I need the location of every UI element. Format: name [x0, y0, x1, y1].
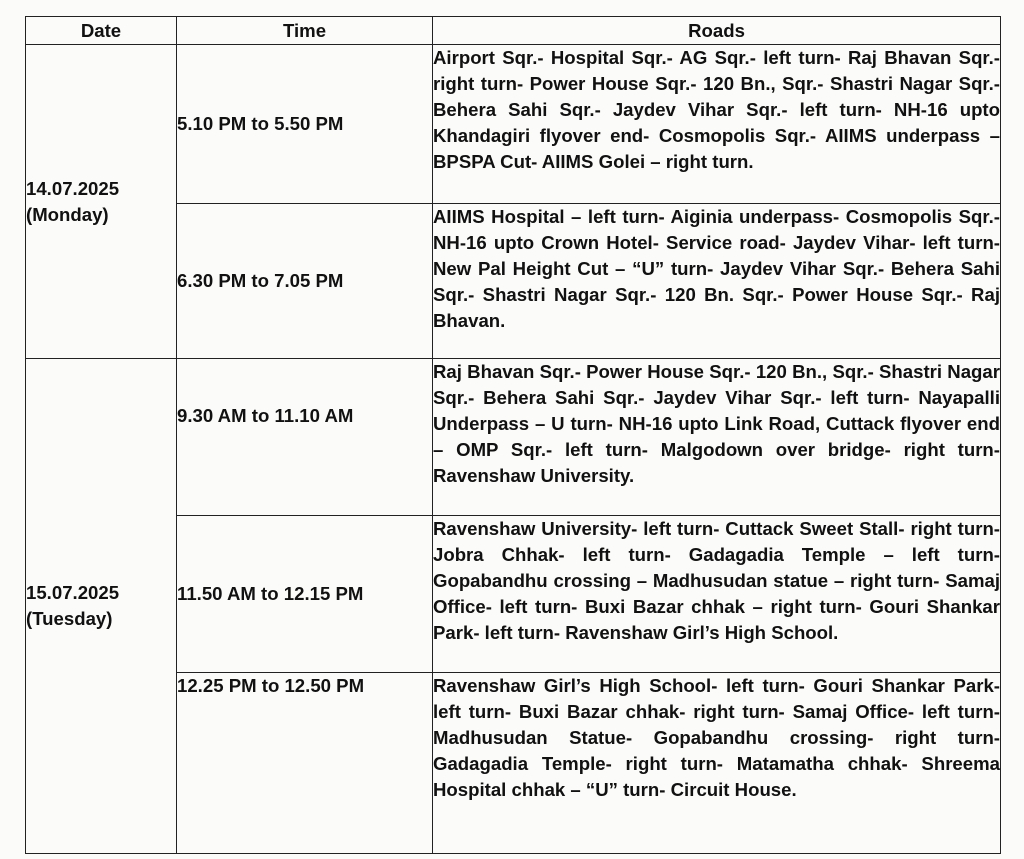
date-cell	[26, 359, 177, 854]
time-cell: 5.10 PM to 5.50 PM	[177, 45, 433, 204]
time-column-header: Time	[177, 17, 433, 45]
time-cell: 12.25 PM to 12.50 PM	[177, 673, 433, 854]
roads-cell: Raj Bhavan Sqr.- Power House Sqr.- 120 Bn., Sqr.- Shastri Nagar Sqr.- Behera Sahi Sqr.- Jaydev Vihar Sqr.- left turn- Nayapalli Underpass – U turn- NH-16 upto Link Road, Cuttack flyover end – OMP Sqr.- left turn- Malgodown over bridge- right turn- Ravenshaw University.	[433, 359, 1001, 516]
roads-cell: AIIMS Hospital – left turn- Aiginia underpass- Cosmopolis Sqr.- NH-16 upto Crown Hotel- Service road- Jaydev Vihar- left turn- New Pal Height Cut – “U” turn- Jaydev Vihar Sqr.- Behera Sahi Sqr.- Shastri Nagar Sqr.- 120 Bn. Sqr.- Power House Sqr.- Raj Bhavan.	[433, 204, 1001, 359]
time-cell: 9.30 AM to 11.10 AM	[177, 359, 433, 516]
roads-column-header: Roads	[433, 17, 1001, 45]
date-column-header: Date	[26, 17, 177, 45]
header-row	[26, 17, 1001, 45]
table-row	[26, 359, 1001, 516]
time-cell: 11.50 AM to 12.15 PM	[177, 516, 433, 673]
date-value: 15.07.2025	[26, 582, 120, 603]
table-row	[26, 45, 1001, 204]
date-cell	[26, 45, 177, 359]
weekday-value: (Monday)	[26, 203, 109, 225]
roads-cell: Ravenshaw Girl’s High School- left turn- Gouri Shankar Park- left turn- Buxi Bazar chhak- right turn- Samaj Office- left turn- Madhusudan Statue- Gopabandhu crossing- right turn- Gadagadia Temple- right turn- Matamatha chhak- Shreema Hospital chhak – “U” turn- Circuit House.	[433, 673, 1001, 854]
time-cell: 6.30 PM to 7.05 PM	[177, 204, 433, 359]
roads-cell: Airport Sqr.- Hospital Sqr.- AG Sqr.- left turn- Raj Bhavan Sqr.- right turn- Power House Sqr.- 120 Bn., Sqr.- Shastri Nagar Sqr.- Behera Sahi Sqr.- Jaydev Vihar Sqr.- left turn- NH-16 upto Khandagiri flyover end- Cosmopolis Sqr.- AIIMS underpass – BPSPA Cut- AIIMS Golei – right turn.	[433, 45, 1001, 204]
weekday-value: (Tuesday)	[26, 608, 113, 629]
roads-cell: Ravenshaw University- left turn- Cuttack Sweet Stall- right turn- Jobra Chhak- left turn- Gadagadia Temple – left turn- Gopabandhu crossing – Madhusudan statue – right turn- Samaj Office- left turn- Buxi Bazar chhak – right turn- Gouri Shankar Park- left turn- Ravenshaw Girl’s High School.	[433, 516, 1001, 673]
date-value: 14.07.2025	[26, 177, 120, 199]
route-schedule-table	[25, 16, 1001, 854]
